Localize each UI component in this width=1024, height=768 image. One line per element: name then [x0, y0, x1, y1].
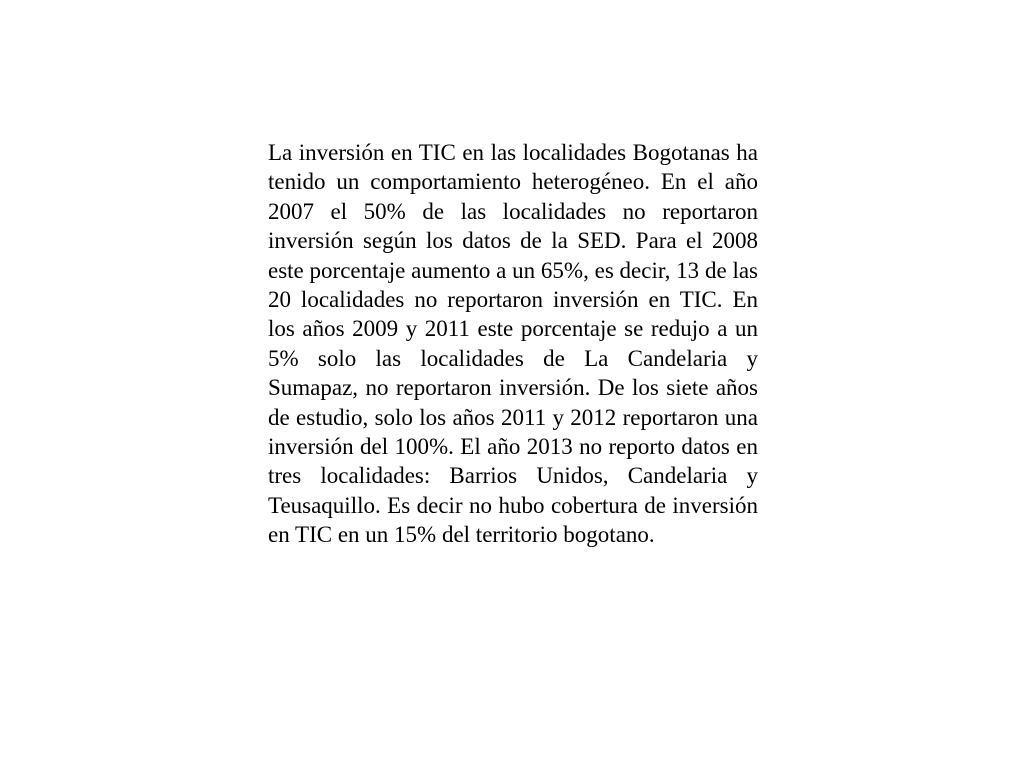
body-paragraph: La inversión en TIC en las localidades Bogotanas ha tenido un comportamiento heterogéneo. En el año 2007 el 50% de las localidades no reportaron inversión según los datos de la SED. Para el 2008 este porcentaje aumento a un 65%, es decir, 13 de las 20 localidades no reportaron inversión en TIC. En los años 2009 y 2011 este porcentaje se redujo a un 5% solo las localidades de La Candelaria y Sumapaz, no reportaron inversión. De los siete años de estudio, solo los años 2011 y 2012 reportaron una inversión del 100%. El año 2013 no reporto datos en tres localidades: Barrios Unidos, Candelaria y Teusaquillo. Es decir no hubo cobertura de inversión en TIC en un 15% del territorio bogotano.	[268, 140, 758, 548]
